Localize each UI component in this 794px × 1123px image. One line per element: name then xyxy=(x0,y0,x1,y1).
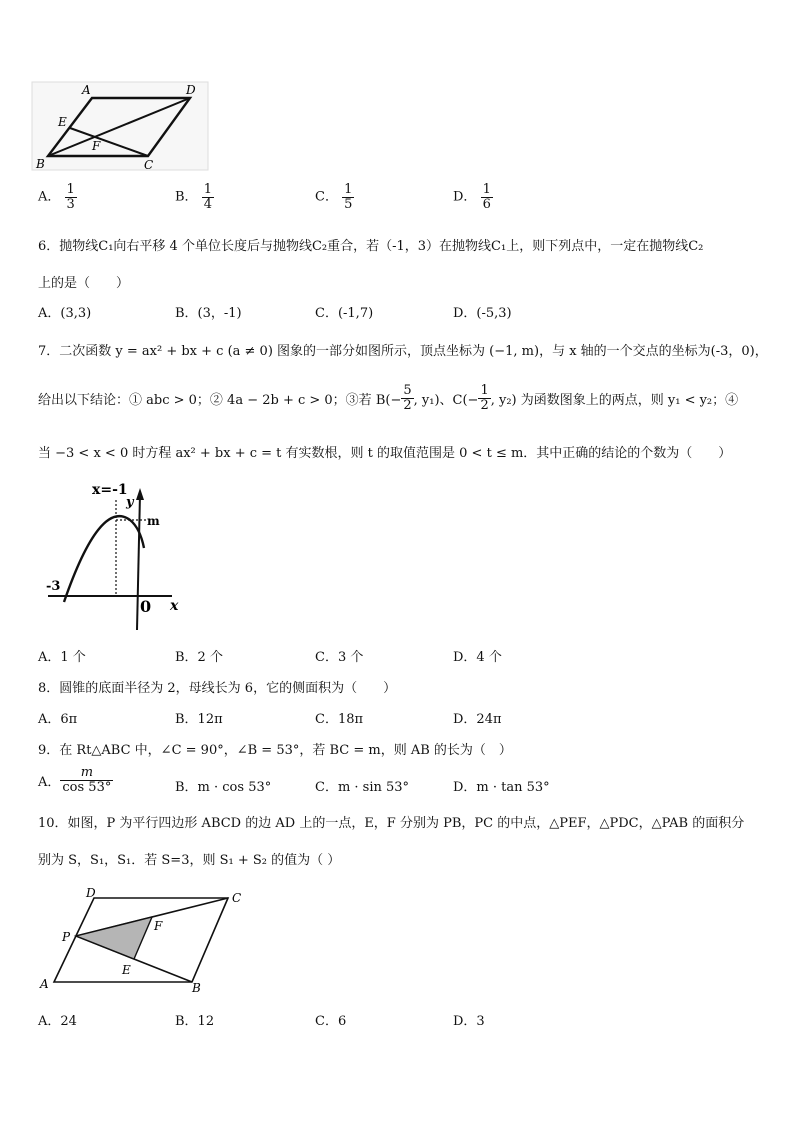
q5-option-b-fraction: $\frac{1}{4}$ xyxy=(203,182,212,212)
q9-option-c[interactable]: C．m · sin 53° xyxy=(315,780,410,795)
q10-parallelogram-figure xyxy=(36,884,256,998)
q10-option-d[interactable]: D．3 xyxy=(453,1014,485,1029)
q7-label-x-eq-neg1: x=-1 xyxy=(92,482,128,498)
q7-option-d[interactable]: D．4 个 xyxy=(453,650,502,665)
q5-parallelogram-figure xyxy=(30,80,210,172)
q7-label-origin: 0 xyxy=(140,597,152,616)
q5-option-c[interactable]: C． $\frac{1}{5}$ xyxy=(315,182,353,212)
q7-frac-1-2: $\frac{1}{2}$ xyxy=(480,383,489,413)
q10-label-b: B xyxy=(192,981,201,995)
q5-option-a[interactable]: A． $\frac{1}{3}$ xyxy=(38,182,75,212)
q6-option-d[interactable]: D．(-5,3) xyxy=(453,306,512,321)
q10-label-d: D xyxy=(86,886,96,900)
q10-shaded-triangle-pef xyxy=(76,917,152,959)
q6-option-b[interactable]: B．(3，-1) xyxy=(175,306,242,321)
q8-option-c[interactable]: C．18π xyxy=(315,712,364,727)
q5-option-c-fraction: $\frac{1}{5}$ xyxy=(344,182,353,212)
q10-label-c: C xyxy=(232,891,242,905)
q10-label-f: F xyxy=(154,919,163,933)
q10-stem-line2: 别为 S，S₁，S₁．若 S=3，则 S₁ + S₂ 的值为（ ） xyxy=(38,853,341,868)
q10-stem-line1: 10．如图，P 为平行四边形 ABCD 的边 AD 上的一点，E，F 分别为 PB，PC 的中点，△PEF，△PDC，△PAB 的面积分 xyxy=(38,816,745,831)
q7-label-y: y xyxy=(126,495,134,510)
q8-option-a[interactable]: A．6π xyxy=(38,712,78,727)
q9-option-d[interactable]: D．m · tan 53° xyxy=(453,780,550,795)
q7-label-neg3: -3 xyxy=(46,579,61,594)
q10-label-p: P xyxy=(62,930,71,944)
q10-option-a[interactable]: A．24 xyxy=(38,1014,77,1029)
q7-label-m: m xyxy=(147,514,160,528)
q5-label-c: C xyxy=(144,158,154,172)
q5-option-d-fraction: $\frac{1}{6}$ xyxy=(482,182,491,212)
q5-label-a: A xyxy=(82,83,91,97)
q8-option-d[interactable]: D．24π xyxy=(453,712,502,727)
q7-stem-line2: 给出以下结论：① abc > 0；② 4a − 2b + c > 0；③若 B(− $\frac{5}{2}$ , y₁)、C(− $\frac{1}{2}$ , y₂) 为函数图象上的两点，则 y₁ < y₂；④ xyxy=(38,383,739,413)
q5-option-b[interactable]: B． $\frac{1}{4}$ xyxy=(175,182,212,212)
q6-option-a[interactable]: A．(3,3) xyxy=(38,306,92,321)
q7-option-c[interactable]: C．3 个 xyxy=(315,650,364,665)
q5-option-d[interactable]: D． $\frac{1}{6}$ xyxy=(453,182,491,212)
q9-option-a[interactable]: A． $\frac{m}{\cos 53^\circ}$ xyxy=(38,765,112,795)
q7-stem-line3: 当 −3 < x < 0 时方程 ax² + bx + c = t 有实数根，则 t 的取值范围是 0 < t ≤ m．其中正确的结论的个数为（ ） xyxy=(38,446,732,461)
q7-parabola-curve xyxy=(64,516,144,602)
q5-option-a-fraction: $\frac{1}{3}$ xyxy=(66,182,75,212)
q10-label-a: A xyxy=(40,977,49,991)
q7-option-b[interactable]: B．2 个 xyxy=(175,650,223,665)
q7-option-a[interactable]: A．1 个 xyxy=(38,650,86,665)
q7-stem-line1: 7．二次函数 y = ax² + bx + c (a ≠ 0) 图象的一部分如图所示，顶点坐标为 (−1, m)，与 x 轴的一个交点的坐标为(-3，0)， xyxy=(38,344,768,359)
q9-option-a-fraction: $\frac{m}{\cos 53^\circ}$ xyxy=(62,765,112,795)
q7-label-x: x xyxy=(170,598,179,614)
q9-option-b[interactable]: B．m · cos 53° xyxy=(175,780,272,795)
q10-option-b[interactable]: B．12 xyxy=(175,1014,215,1029)
q10-label-e: E xyxy=(122,963,131,977)
q6-stem-line1: 6．抛物线C₁向右平移 4 个单位长度后与抛物线C₂重合，若（-1，3）在抛物线C₁上，则下列点中，一定在抛物线C₂ xyxy=(38,239,704,254)
q8-stem-line1: 8．圆锥的底面半径为 2，母线长为 6，它的侧面积为（ ） xyxy=(38,681,397,696)
q8-option-b[interactable]: B．12π xyxy=(175,712,223,727)
q5-label-f: F xyxy=(92,139,101,153)
q7-y-arrow-icon xyxy=(136,488,144,500)
q5-label-e: E xyxy=(58,115,67,129)
q10-option-c[interactable]: C．6 xyxy=(315,1014,347,1029)
q6-stem-line2: 上的是（ ） xyxy=(38,276,130,291)
q7-frac-5-2: $\frac{5}{2}$ xyxy=(403,383,412,413)
q7-parabola-figure xyxy=(40,478,200,634)
q5-label-b: B xyxy=(36,157,45,171)
q9-stem-line1: 9．在 Rt△ABC 中，∠C = 90°，∠B = 53°，若 BC = m，则 AB 的长为（ ） xyxy=(38,743,512,758)
q5-label-d: D xyxy=(186,83,196,97)
q6-option-c[interactable]: C．(-1,7) xyxy=(315,306,374,321)
